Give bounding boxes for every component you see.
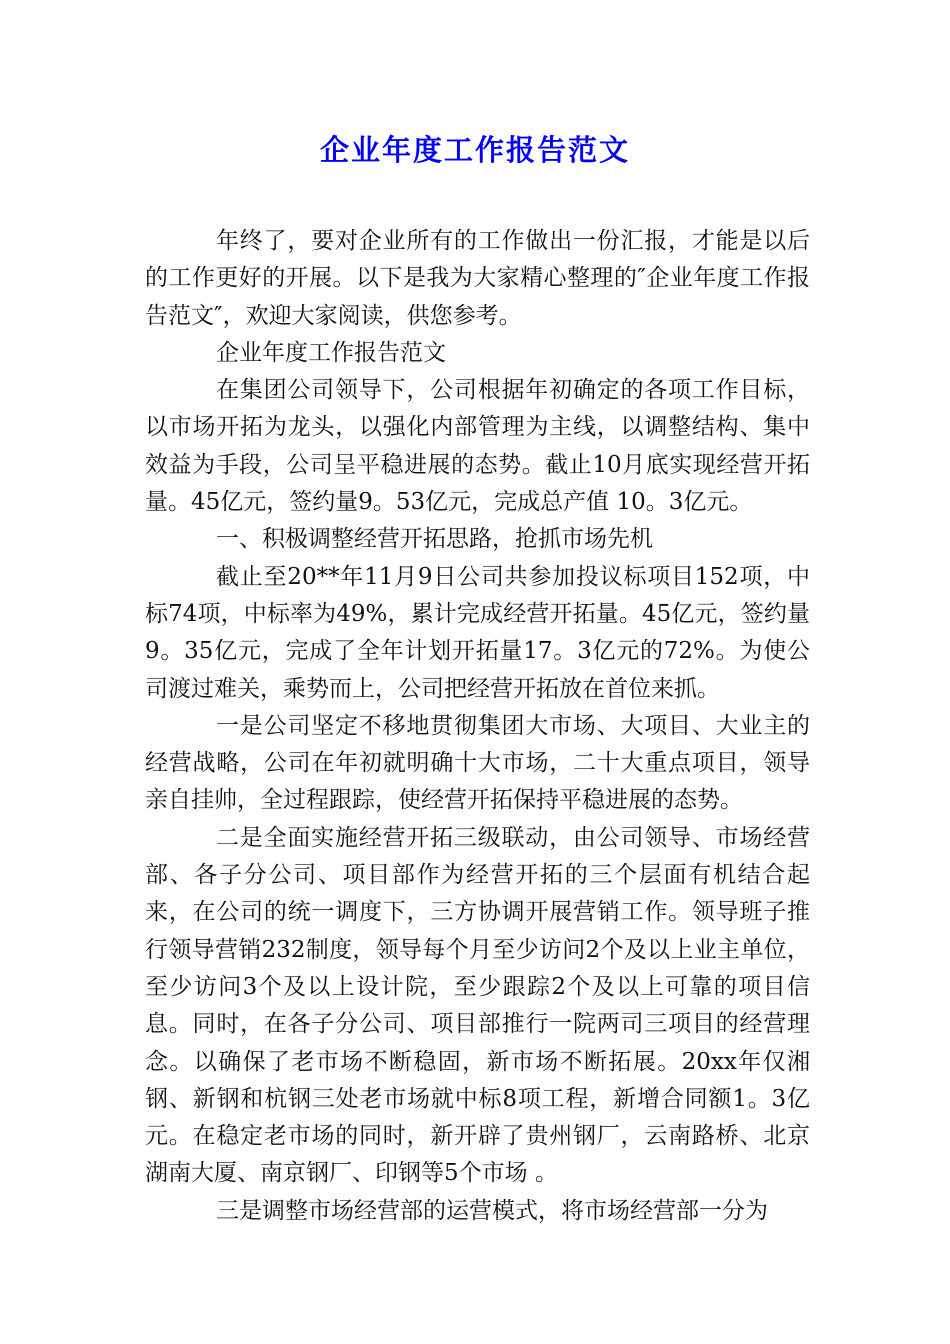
section-1-paragraph: 截止至20**年11月9日公司共参加投议标项目152项，中标74项，中标率为49%，累计完成经营开拓量。45亿元，签约量9。35亿元，完成了全年计划开拓量17。3亿元的72%。为使公司渡过难关，乘势而上，公司把经营开拓放在首位来抓。 [145,563,810,702]
section-heading-1: 一、积极调整经营开拓思路，抢抓市场先机 [216,526,653,553]
subtitle-paragraph: 企业年度工作报告范文 [216,339,446,366]
document-title: 企业年度工作报告范文 [319,133,630,167]
summary-paragraph: 在集团公司领导下，公司根据年初确定的各项工作目标，以市场开拓为龙头，以强化内部管理为主线，以调整结构、集中效益为手段，公司呈平稳进展的态势。截止10月底实现经营开拓量。45亿元，签约量9。53亿元，完成总产值 10。3亿元。 [145,377,810,516]
point-3-paragraph: 三是调整市场经营部的运营模式，将市场经营部一分为 [216,1197,768,1224]
intro-paragraph: 年终了，要对企业所有的工作做出一份汇报，才能是以后的工作更好的开展。以下是我为大家精心整理的″企业年度工作报告范文″，欢迎大家阅读，供您参考。 [145,228,810,329]
document-body [145,223,810,1230]
point-1-paragraph: 一是公司坚定不移地贯彻集团大市场、大项目、大业主的经营战略，公司在年初就明确十大市场，二十大重点项目，领导亲自挂帅，全过程跟踪，使经营开拓保持平稳进展的态势。 [145,712,810,814]
point-2-paragraph: 二是全面实施经营开拓三级联动，由公司领导、市场经营部、各子分公司、项目部作为经营开拓的三个层面有机结合起来，在公司的统一调度下，三方协调开展营销工作。领导班子推行领导营销232制度，领导每个月至少访问2个及以上业主单位，至少访问3个及以上设计院，至少跟踪2个及以上可靠的项目信息。同时，在各子分公司、项目部推行一院两司三项目的经营理念。以确保了老市场不断稳固，新市场不断拓展。20xx年仅湘钢、新钢和杭钢三处老市场就中标8项工程，新增合同额1。3亿元。在稳定老市场的同时，新开辟了贵州钢厂，云南路桥、北京湖南大厦、南京钢厂、印钢等5个市场 。 [145,824,810,1187]
